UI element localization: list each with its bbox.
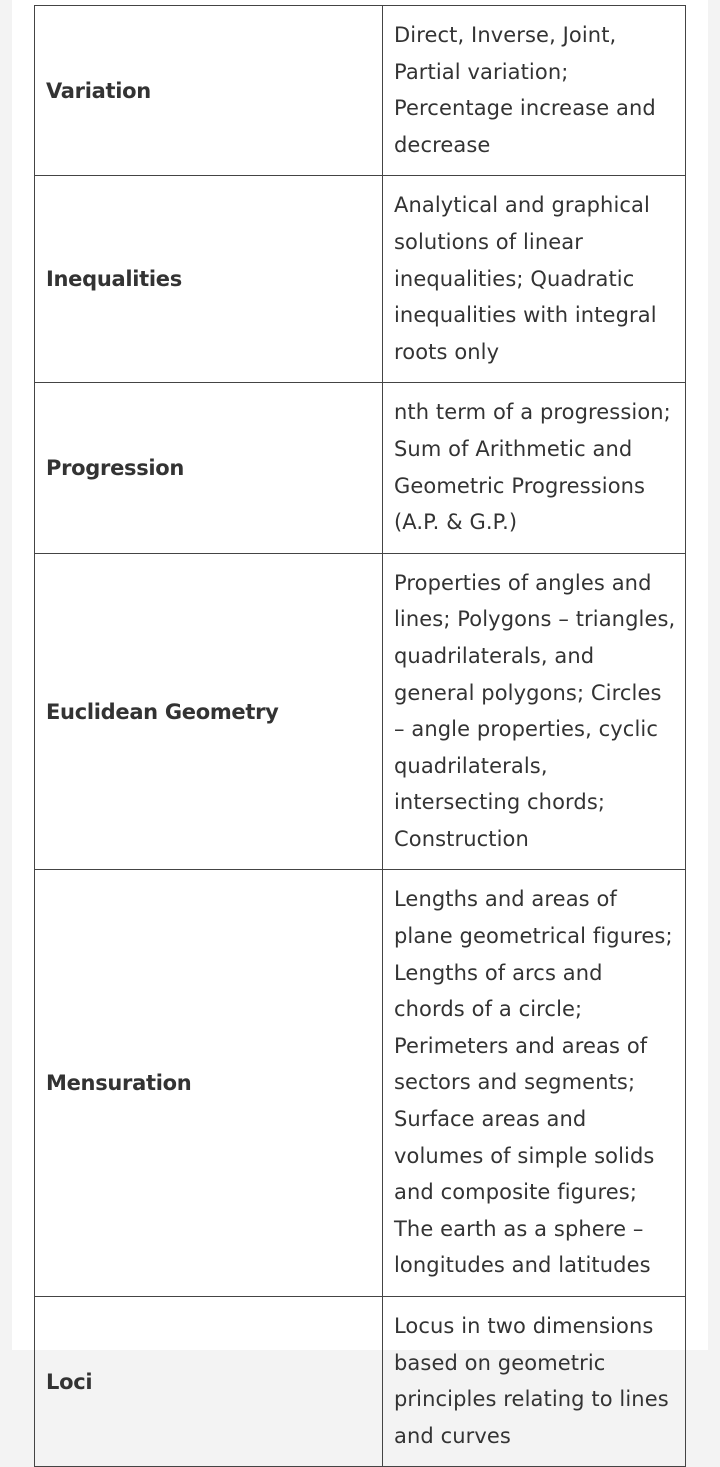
topic-cell: Loci <box>35 1297 383 1467</box>
content-cell: Properties of angles and lines; Polygons – triangles, quadrilaterals, and general polygons; Circles – angle properties, cyclic quadrilaterals, intersecting chords; Construction <box>383 553 686 870</box>
table-row <box>35 383 686 553</box>
content-cell: Locus in two dimensions based on geometric principles relating to lines and curves <box>383 1297 686 1467</box>
table-row <box>35 553 686 870</box>
syllabus-table <box>34 5 686 1467</box>
topic-cell: Euclidean Geometry <box>35 553 383 870</box>
table-row <box>35 6 686 176</box>
topic-cell: Inequalities <box>35 176 383 383</box>
topic-cell: Mensuration <box>35 870 383 1297</box>
table-row <box>35 870 686 1297</box>
topic-cell: Progression <box>35 383 383 553</box>
page <box>12 0 708 1448</box>
topic-cell: Variation <box>35 6 383 176</box>
content-cell: Analytical and graphical solutions of linear inequalities; Quadratic inequalities with integral roots only <box>383 176 686 383</box>
content-cell: nth term of a progression; Sum of Arithmetic and Geometric Progressions (A.P. & G.P.) <box>383 383 686 553</box>
content-cell: Direct, Inverse, Joint, Partial variation; Percentage increase and decrease <box>383 6 686 176</box>
table-row <box>35 176 686 383</box>
content-cell: Lengths and areas of plane geometrical figures; Lengths of arcs and chords of a circle; Perimeters and areas of sectors and segments; Surface areas and volumes of simple solids and composite figures; The earth as a sphere – longitudes and latitudes <box>383 870 686 1297</box>
table-row <box>35 1297 686 1467</box>
